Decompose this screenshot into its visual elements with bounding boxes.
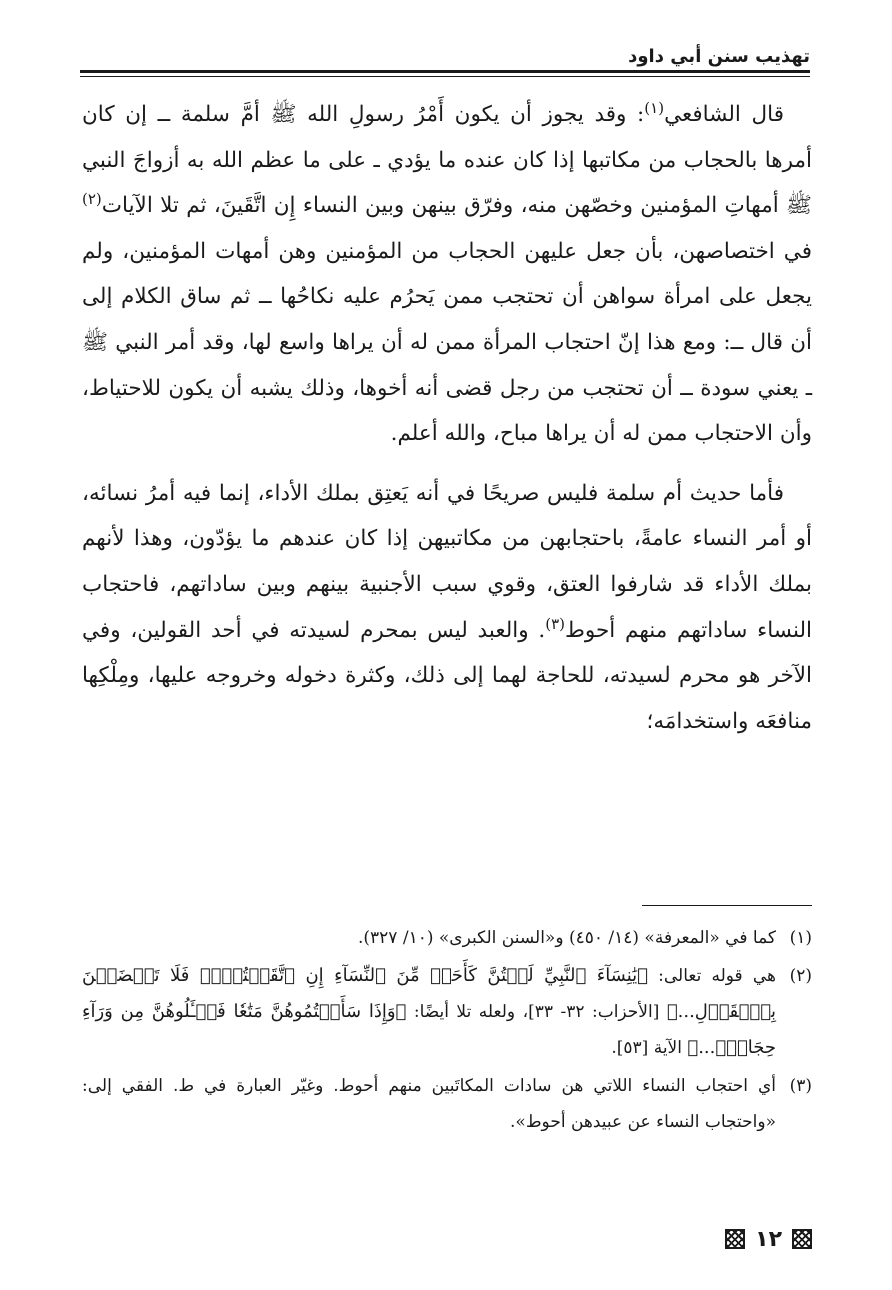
paragraph-1-part-1: قال الشافعي <box>664 102 784 127</box>
ornament-icon <box>792 1229 812 1249</box>
footnote-1 <box>82 920 812 956</box>
footnote-number: (٣) <box>789 1076 812 1096</box>
footnote-marker-3: (٣) <box>545 614 566 633</box>
running-header-title: تهذيب سنن أبي داود <box>628 46 810 67</box>
footnote-3 <box>82 1068 812 1140</box>
paragraph-2-part-1: فأما حديث أم سلمة فليس صريحًا في أنه يَعتِق بملك الأداء، إنما فيه أمرُ نسائه، أو أمر النساء عامةً، باحتجابهن من مكاتبيهن إذا كان عندهم ما يؤدّون، وهذا لأنهم بملك الأداء قد شارفوا العتق، وقوي سبب الأجنبية بينهم وبين ساداتهم، فاحتجاب النساء ساداتهم منهم أحوط <box>82 480 812 643</box>
footnotes <box>82 920 812 1142</box>
paragraph-1-part-3: في اختصاصهن، بأن جعل عليهن الحجاب من المؤمنين وهن أمهات المؤمنين، ولم يجعل على امرأة سواهن أن تحتجب ممن يَحرُم عليه نكاحُها ــ ثم ساق الكلام إلى أن قال ــ: ومع هذا إنّ احتجاب المرأة ممن له أن يراها واسع لها، وقد أمر النبي ﷺ ـ يعني سودة ــ أن تحتجب من رجل قضى أنه أخوها، وذلك يشبه أن يكون للاحتياط، وأن الاحتجاب ممن له أن يراها مباح، والله أعلم. <box>82 238 812 447</box>
footnote-text: الآية [٥٣]. <box>611 1038 688 1058</box>
paragraph-2 <box>82 471 812 745</box>
ornament-icon <box>725 1229 745 1249</box>
quran-quote: ﴿وَإِذَا سَأَلۡتُمُوهُنَّ مَتَٰعٗا فَسۡـَٔلُوهُنَّ مِن وَرَآءِ حِجَابٖۚ...﴾ <box>82 1001 776 1058</box>
footnote-text: [الأحزاب: ٣٢- ٣٣]، ولعله تلا أيضًا: <box>406 1002 667 1022</box>
footnote-marker-1: (١) <box>644 98 665 117</box>
footnote-text: كما في «المعرفة» (١٤/ ٤٥٠) و«السنن الكبرى» (١٠/ ٣٢٧). <box>357 928 776 948</box>
header-rule-thick <box>80 70 810 73</box>
main-text <box>82 92 812 744</box>
paragraph-1 <box>82 92 812 457</box>
footnote-separator <box>642 905 812 906</box>
paragraph-1-part-2: : وقد يجوز أن يكون أَمْرُ رسولِ الله ﷺ أمَّ سلمة ــ إن كان أمرها بالحجاب من مكاتبها إذا كان عنده ما يؤدي ـ على ما عظم الله به أزواجَ النبي ﷺ أمهاتِ المؤمنين وخصّهن منه، وفرّق بينهن وبين النساء إِن اتَّقَينَ، ثم تلا الآيات <box>82 102 812 219</box>
paragraph-2-part-2: . والعبد ليس بمحرم لسيدته في أحد القولين، وفي الآخر هو محرم لسيدته، للحاجة لهما إلى ذلك، وكثرة دخوله وخروجه عليها، ومِلْكِها منافعَه واستخدامَه؛ <box>82 617 812 734</box>
page-folio <box>725 1224 812 1254</box>
page-number: ١٢ <box>755 1226 782 1252</box>
footnote-number: (٢) <box>789 966 812 986</box>
footnote-number: (١) <box>789 928 812 948</box>
footnote-marker-2: (٢) <box>82 190 102 209</box>
footnote-2 <box>82 958 812 1066</box>
footnote-text: أي احتجاب النساء اللاتي هن سادات المكاتَبين منهم أحوط. وغيّر العبارة في ط. الفقي إلى: «واحتجاب النساء عن عبيدهن أحوط». <box>82 1076 776 1132</box>
footnote-text: هي قوله تعالى: <box>647 966 776 986</box>
quran-quote: ﴿يَٰنِسَآءَ ٱلنَّبِيِّ لَسۡتُنَّ كَأَحَدٖ مِّنَ ٱلنِّسَآءِ إِنِ ٱتَّقَيۡتُنَّۚ فَلَا تَخۡضَعۡنَ بِٱلۡقَوۡلِ...﴾ <box>82 965 777 1022</box>
header-rule-thin <box>80 76 810 77</box>
